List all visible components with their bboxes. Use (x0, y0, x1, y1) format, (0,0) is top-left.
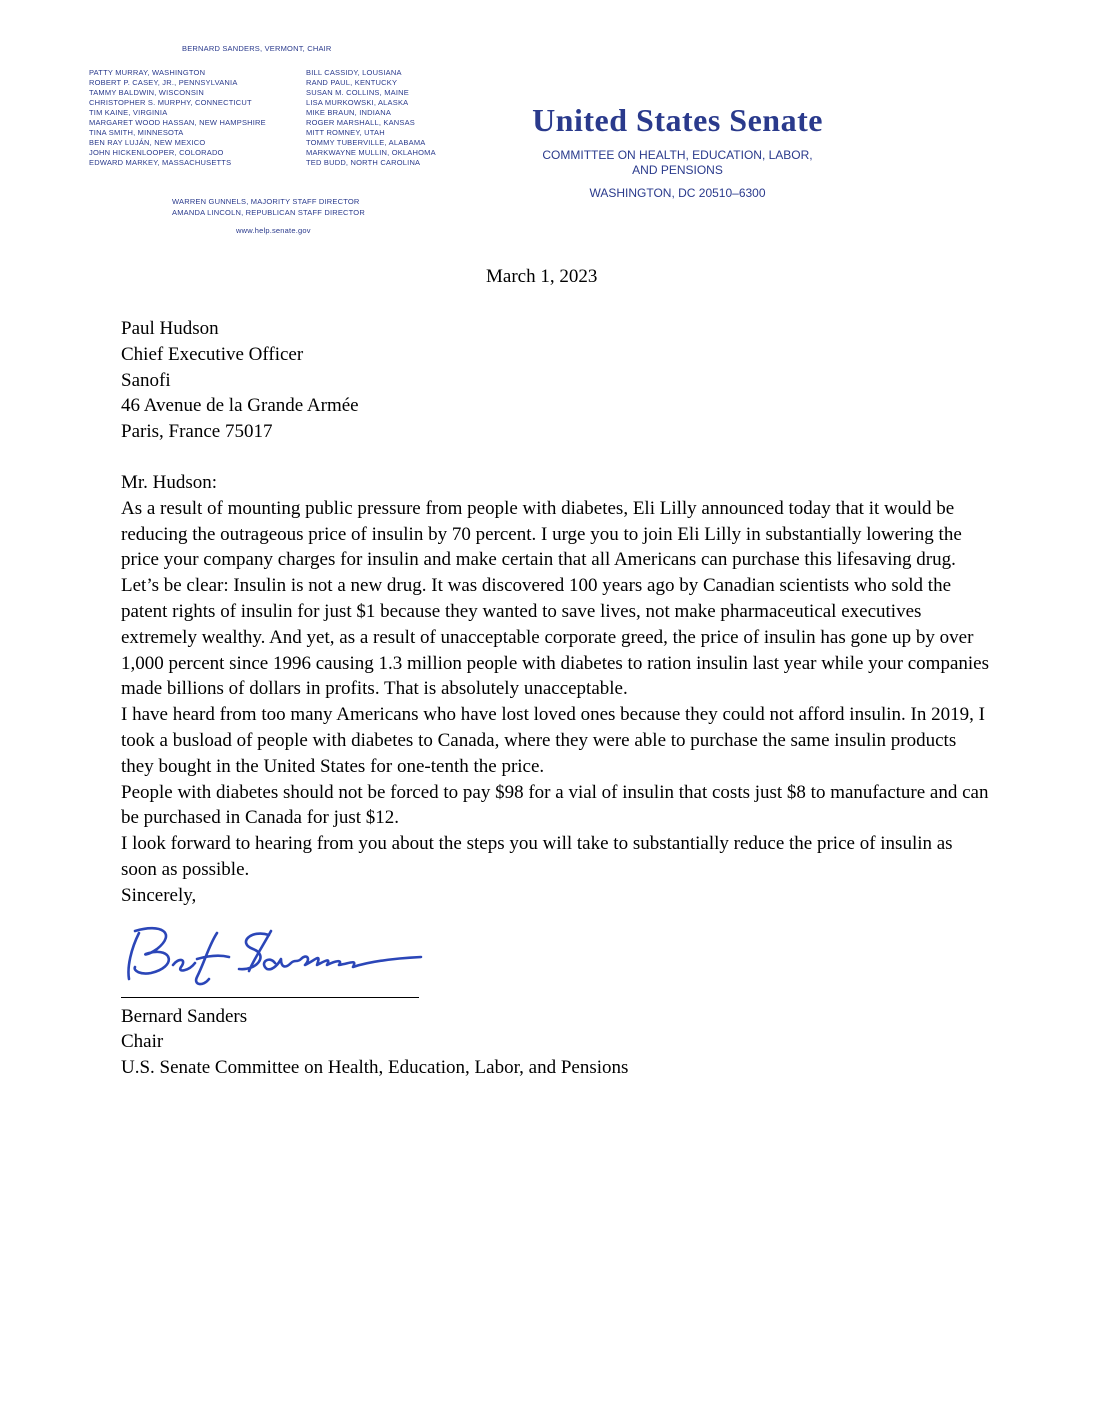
majority-members-list (89, 68, 266, 168)
member-name: MIKE BRAUN, INDIANA (306, 108, 392, 117)
committee-website: www.help.senate.gov (236, 226, 311, 235)
member-name: TOMMY TUBERVILLE, ALABAMA (306, 138, 426, 147)
member-name: MITT ROMNEY, UTAH (306, 128, 385, 137)
body-paragraph: As a result of mounting public pressure from people with diabetes, Eli Lilly announced today that it would be reducing the outrageous price of insulin by 70 percent. I urge you to join Eli Lilly in substantially lowering the price your company charges for insulin and make certain that all Americans can purchase this lifesaving drug. (121, 497, 962, 571)
signer-organization: U.S. Senate Committee on Health, Education, Labor, and Pensions (121, 1057, 629, 1079)
senate-letterhead (505, 100, 850, 200)
signer-name: Bernard Sanders (121, 1005, 248, 1027)
body-paragraph: People with diabetes should not be forced to pay $98 for a vial of insulin that costs just $8 to manufacture and can be purchased in Canada for just $12. (121, 781, 989, 829)
body-paragraph: Let’s be clear: Insulin is not a new drug. It was discovered 100 years ago by Canadian scientists who sold the patent rights of insulin for just $1 because they wanted to save lives, not make pharmaceutical executives extremely wealthy. And yet, as a result of unacceptable corporate greed, the price of insulin has gone up by over 1,000 percent since 1996 causing 1.3 million people with diabetes to ration insulin last year while your companies made billions of dollars in profits. That is absolutely unacceptable. (121, 575, 989, 700)
staff-directors (172, 196, 365, 218)
minority-members-list (306, 68, 436, 168)
member-name: PATTY MURRAY, WASHINGTON (89, 68, 206, 77)
signature-block (121, 1004, 991, 1081)
member-name: TINA SMITH, MINNESOTA (89, 128, 184, 137)
member-name: CHRISTOPHER S. MURPHY, CONNECTICUT (89, 98, 252, 107)
member-name: TED BUDD, NORTH CAROLINA (306, 158, 421, 167)
member-name: BEN RAY LUJÁN, NEW MEXICO (89, 138, 206, 147)
member-name: EDWARD MARKEY, MASSACHUSETTS (89, 158, 232, 167)
member-name: LISA MURKOWSKI, ALASKA (306, 98, 409, 107)
closing: Sincerely, (121, 884, 197, 906)
signer-title: Chair (121, 1031, 164, 1053)
senate-title: United States Senate (532, 102, 823, 138)
member-name: BILL CASSIDY, LOUSIANA (306, 68, 402, 77)
handwritten-signature (121, 919, 441, 999)
recipient-city: Paris, France 75017 (121, 421, 273, 443)
recipient-address-block (121, 316, 991, 445)
recipient-title: Chief Executive Officer (121, 343, 304, 365)
member-name: JOHN HICKENLOOPER, COLORADO (89, 148, 224, 157)
member-name: SUSAN M. COLLINS, MAINE (306, 88, 409, 97)
signature-area (121, 909, 991, 1004)
member-name: RAND PAUL, KENTUCKY (306, 78, 398, 87)
body-paragraph: I have heard from too many Americans who have lost loved ones because they could not afford insulin. In 2019, I took a busload of people with diabetes to Canada, where they were able to purchase the same insulin products they bought in the United States for one-tenth the price. (121, 704, 985, 777)
republican-staff-director: AMANDA LINCOLN, REPUBLICAN STAFF DIRECTOR (172, 208, 365, 217)
recipient-name: Paul Hudson (121, 318, 219, 339)
salutation: Mr. Hudson: (121, 471, 218, 493)
letter-body (121, 316, 991, 1081)
member-name: TAMMY BALDWIN, WISCONSIN (89, 88, 204, 97)
body-paragraph: I look forward to hearing from you about the steps you will take to substantially reduce the price of insulin as soon as possible. (121, 833, 953, 880)
member-name: TIM KAINE, VIRGINIA (89, 108, 168, 117)
member-name: MARGARET WOOD HASSAN, NEW HAMPSHIRE (89, 118, 266, 127)
committee-chair: BERNARD SANDERS, VERMONT, CHAIR (182, 44, 332, 53)
recipient-company: Sanofi (121, 369, 171, 391)
committee-name: COMMITTEE ON HEALTH, EDUCATION, LABOR, AND PENSIONS (542, 148, 813, 177)
member-name: ROGER MARSHALL, KANSAS (306, 118, 416, 127)
committee-address: WASHINGTON, DC 20510–6300 (589, 186, 766, 200)
letter-date: March 1, 2023 (486, 266, 598, 287)
signature-line (121, 997, 419, 998)
recipient-street: 46 Avenue de la Grande Armée (121, 395, 359, 417)
majority-staff-director: WARREN GUNNELS, MAJORITY STAFF DIRECTOR (172, 197, 360, 206)
member-name: ROBERT P. CASEY, JR., PENNSYLVANIA (89, 78, 238, 87)
member-name: MARKWAYNE MULLIN, OKLAHOMA (306, 148, 436, 157)
